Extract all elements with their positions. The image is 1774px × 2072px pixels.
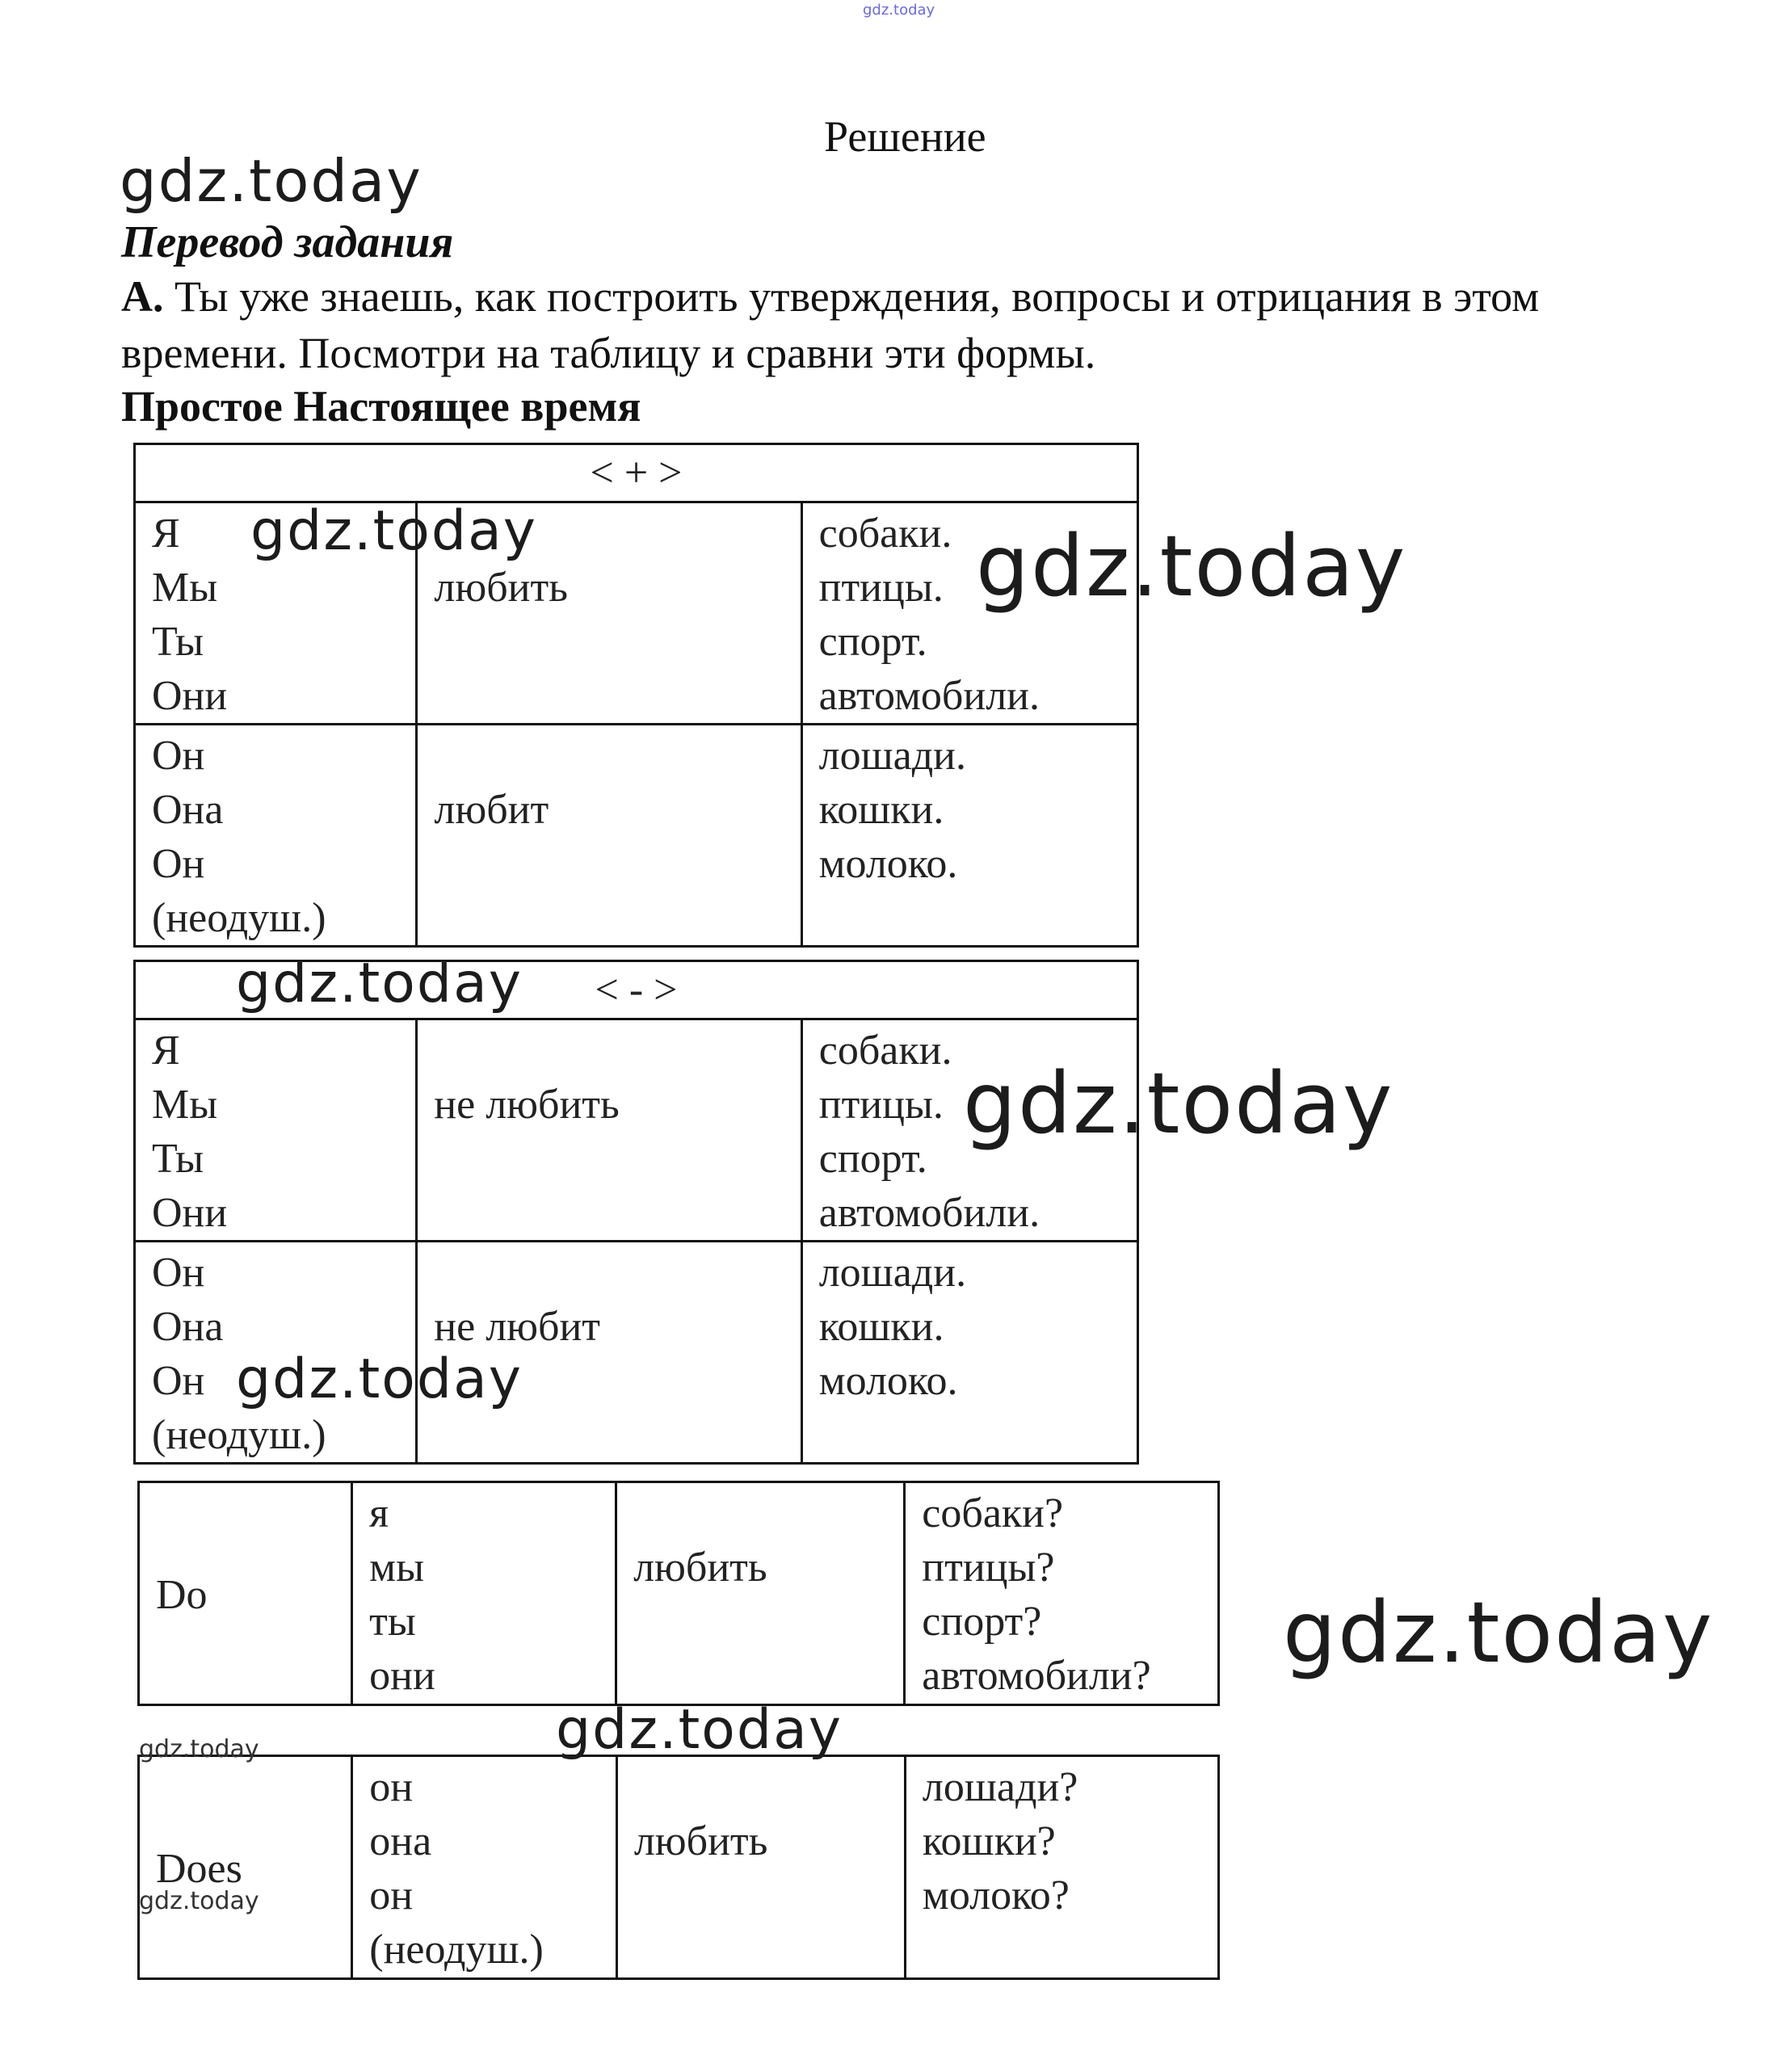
watermark-9: gdz.today — [139, 1735, 259, 1763]
object: лошади. — [818, 733, 966, 779]
subject: я — [369, 1490, 389, 1536]
subject: Они — [152, 673, 228, 719]
object: автомобили. — [818, 673, 1040, 719]
task-paragraph — [121, 268, 1753, 381]
object: кошки? — [922, 1818, 1056, 1864]
verb: не любит — [434, 1304, 601, 1350]
object: автомобили? — [922, 1653, 1151, 1699]
object: молоко. — [818, 841, 958, 887]
verb-cell — [616, 1756, 905, 1979]
object: собаки? — [922, 1490, 1064, 1536]
verb-cell — [417, 725, 801, 947]
subject: Он — [152, 1358, 205, 1404]
subject: Он — [152, 733, 205, 779]
object: собаки. — [818, 511, 952, 557]
object: автомобили. — [818, 1190, 1040, 1236]
object: спорт. — [818, 1136, 927, 1182]
section-title: Простое Настоящее время — [121, 382, 641, 431]
subject: (неодуш.) — [152, 1412, 326, 1458]
aux-cell — [139, 1482, 352, 1705]
task-text-line2: времени. Посмотри на таблицу и сравни эти формы. — [121, 329, 1096, 377]
subjects-cell — [352, 1756, 617, 1979]
subject: (неодуш.) — [152, 895, 326, 941]
question-do-table — [137, 1481, 1220, 1706]
object: птицы? — [922, 1545, 1055, 1591]
aux-do: Do — [156, 1572, 208, 1618]
object: спорт? — [922, 1599, 1042, 1645]
objects-cell — [801, 1242, 1137, 1464]
subject: они — [369, 1653, 435, 1699]
object: лошади. — [818, 1250, 967, 1296]
watermark-top: gdz.today — [863, 2, 935, 19]
subject: Ты — [152, 1136, 204, 1182]
subject: Он — [152, 841, 205, 887]
watermark-5: gdz.today — [963, 1054, 1394, 1153]
verb-cell — [417, 1019, 801, 1242]
watermark-7: gdz.today — [1283, 1583, 1714, 1682]
affirmative-header: < + > — [135, 444, 1138, 502]
object: лошади? — [922, 1764, 1078, 1810]
subject: Я — [152, 1028, 180, 1074]
page-title: Решение — [824, 112, 986, 161]
object: молоко? — [922, 1872, 1070, 1919]
watermark-10: gdz.today — [139, 1887, 259, 1915]
verb: любить — [633, 1818, 768, 1864]
object: собаки. — [818, 1028, 952, 1074]
subject: Она — [152, 787, 224, 833]
verb: не любить — [434, 1082, 620, 1128]
task-text-line1: Ты уже знаешь, как построить утверждения, вопросы и отрицания в этом — [163, 272, 1540, 321]
object: кошки. — [818, 787, 944, 833]
aux-cell — [139, 1756, 352, 1979]
subject: она — [369, 1818, 432, 1864]
object: птицы. — [818, 1082, 944, 1128]
subject: Они — [152, 1190, 228, 1236]
subject: Мы — [152, 1082, 218, 1128]
negative-header: < - > — [135, 961, 1138, 1019]
subject: он — [369, 1872, 414, 1919]
subjects-cell — [135, 1019, 417, 1242]
watermark-4: gdz.today — [236, 952, 523, 1015]
task-label: А. — [121, 272, 164, 321]
aux-does: Does — [156, 1846, 242, 1892]
watermark-6: gdz.today — [236, 1347, 523, 1411]
verb-cell — [616, 1482, 905, 1705]
subject: ты — [369, 1599, 416, 1645]
verb: любить — [434, 565, 568, 611]
objects-cell — [801, 725, 1137, 947]
subjects-cell — [135, 725, 417, 947]
subject: Ты — [152, 619, 204, 665]
subheading: Перевод задания — [121, 217, 454, 267]
verb: любить — [633, 1545, 767, 1591]
watermark-2: gdz.today — [250, 499, 537, 563]
object: кошки. — [818, 1304, 944, 1350]
watermark-3: gdz.today — [976, 517, 1407, 616]
subject: Она — [152, 1304, 224, 1350]
objects-cell — [905, 1482, 1219, 1705]
subject: Он — [152, 1250, 205, 1296]
question-does-table — [137, 1755, 1220, 1980]
object: молоко. — [818, 1358, 958, 1404]
subject: (неодуш.) — [369, 1927, 544, 1973]
watermark-1: gdz.today — [120, 147, 422, 215]
objects-cell — [905, 1756, 1218, 1979]
verb: любит — [434, 787, 549, 833]
subject: мы — [369, 1545, 424, 1591]
subject: он — [369, 1764, 414, 1810]
subject: Мы — [152, 565, 218, 611]
subject: Я — [152, 511, 180, 557]
object: спорт. — [818, 619, 927, 665]
subjects-cell — [352, 1482, 616, 1705]
watermark-8: gdz.today — [556, 1698, 843, 1762]
object: птицы. — [818, 565, 944, 611]
